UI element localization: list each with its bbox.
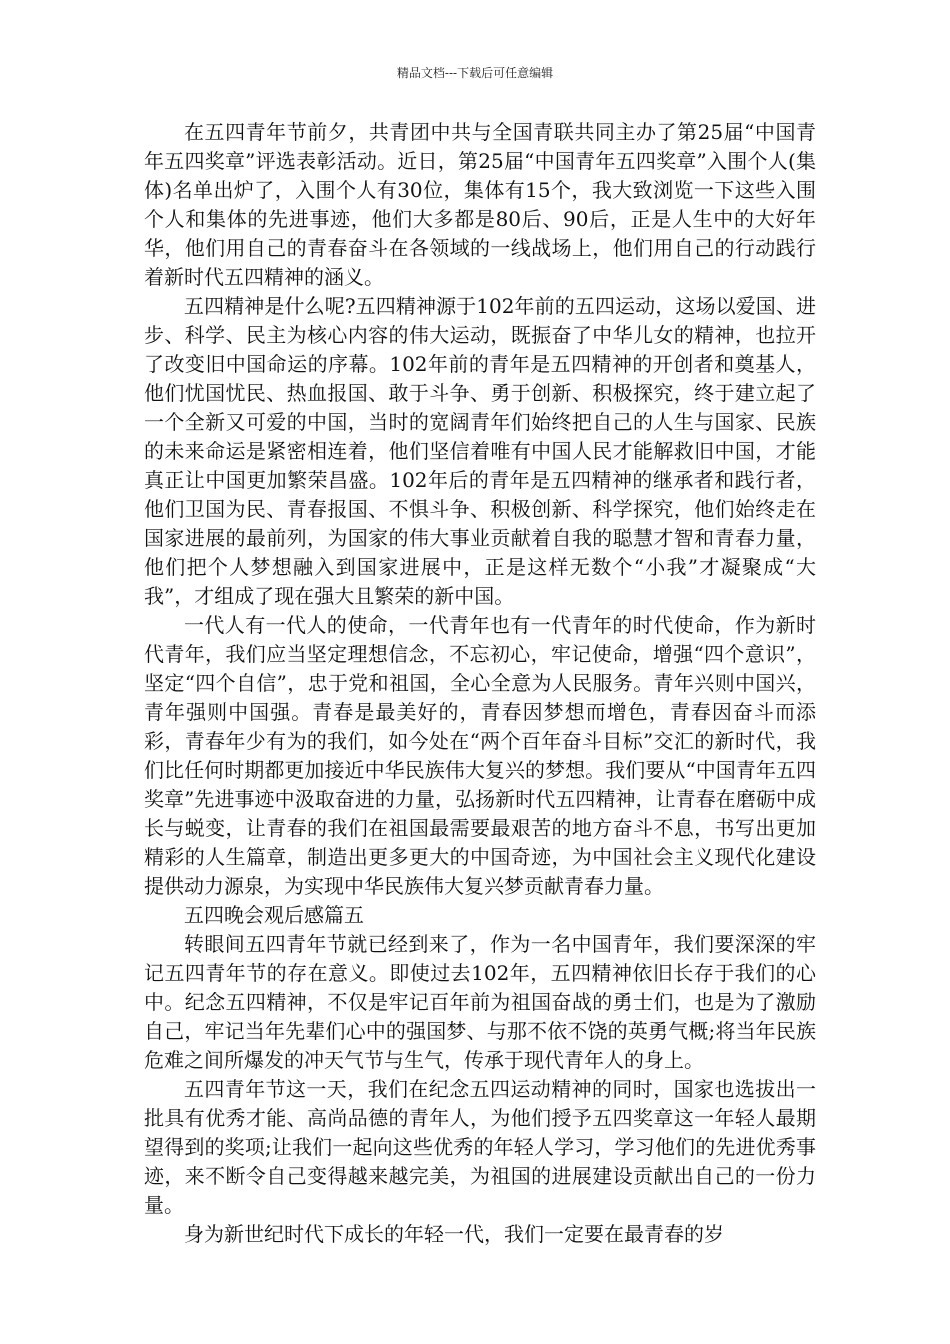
paragraph-6: 身为新世纪时代下成长的年轻一代，我们一定要在最青春的岁 — [184, 1222, 724, 1246]
paragraph-3: 一代人有一代人的使命，一代青年也有一代青年的时代使命，作为新时代青年，我们应当坚定理想信念，不忘初心，牢记使命，增强“四个意识”，坚定“四个自信”，忠于党和祖国，全心全意为人民服务。青年兴则中国兴，青年强则中国强。青春是最美好的，青春因梦想而增色，青春因奋斗而添彩，青春年少有为的我们，如今处在“两个百年奋斗目标”交汇的新时代，我们比任何时期都更加接近中华民族伟大复兴的梦想。我们要从“中国青年五四奖章”先进事迹中汲取奋进的力量，弘扬新时代五四精神，让青春在磨砺中成长与蜕变，让青春的我们在祖国最需要最艰苦的地方奋斗不息，书写出更加精彩的人生篇章，制造出更多更大的中国奇迹，为中国社会主义现代化建设提供动力源泉，为实现中华民族伟大复兴梦贡献青春力量。 — [144, 613, 816, 898]
paragraph-1: 在五四青年节前夕，共青团中共与全国青联共同主办了第25届“中国青年五四奖章”评选表彰活动。近日，第25届“中国青年五四奖章”入围个人(集体)名单出炉了，入围个人有30位，集体有15个，我大致浏览一下这些入围个人和集体的先进事迹，他们大多都是80后、90后，正是人生中的大好年华，他们用自己的青春奋斗在各领域的一线战场上，他们用自己的行动践行着新时代五四精神的涵义。 — [144, 120, 816, 289]
page-header: 精品文档---下载后可任意编辑 — [396, 66, 554, 80]
section-heading: 五四晚会观后感篇五 — [184, 903, 364, 927]
paragraph-2: 五四精神是什么呢?五四精神源于102年前的五四运动，这场以爱国、进步、科学、民主为核心内容的伟大运动，既振奋了中华儿女的精神，也拉开了改变旧中国命运的序幕。102年前的青年是五四精神的开创者和奠基人，他们忧国忧民、热血报国、敢于斗争、勇于创新、积极探究，终于建立起了一个全新又可爱的中国，当时的宽阔青年们始终把自己的人生与国家、民族的未来命运是紧密相连着，他们坚信着唯有中国人民才能解救旧中国，才能真正让中国更加繁荣昌盛。102年后的青年是五四精神的继承者和践行者，他们卫国为民、青春报国、不惧斗争、积极创新、科学探究，他们始终走在国家进展的最前列，为国家的伟大事业贡献着自我的聪慧才智和青春力量，他们把个人梦想融入到国家进展中，正是这样无数个“小我”才凝聚成“大我”，才组成了现在强大且繁荣的新中国。 — [144, 294, 816, 608]
document-body — [144, 118, 816, 1249]
paragraph-4: 转眼间五四青年节就已经到来了，作为一名中国青年，我们要深深的牢记五四青年节的存在意义。即使过去102年，五四精神依旧长存于我们的心中。纪念五四精神，不仅是牢记百年前为祖国奋战的勇士们，也是为了激励自己，牢记当年先辈们心中的强国梦、与那不依不饶的英勇气概;将当年民族危难之间所爆发的冲天气节与生气，传承于现代青年人的身上。 — [144, 932, 816, 1072]
paragraph-5: 五四青年节这一天，我们在纪念五四运动精神的同时，国家也选拔出一批具有优秀才能、高尚品德的青年人，为他们授予五四奖章这一年轻人最期望得到的奖项;让我们一起向这些优秀的年轻人学习，学习他们的先进优秀事迹，来不断令自己变得越来越完美，为祖国的进展建设贡献出自己的一份力量。 — [144, 1077, 816, 1217]
